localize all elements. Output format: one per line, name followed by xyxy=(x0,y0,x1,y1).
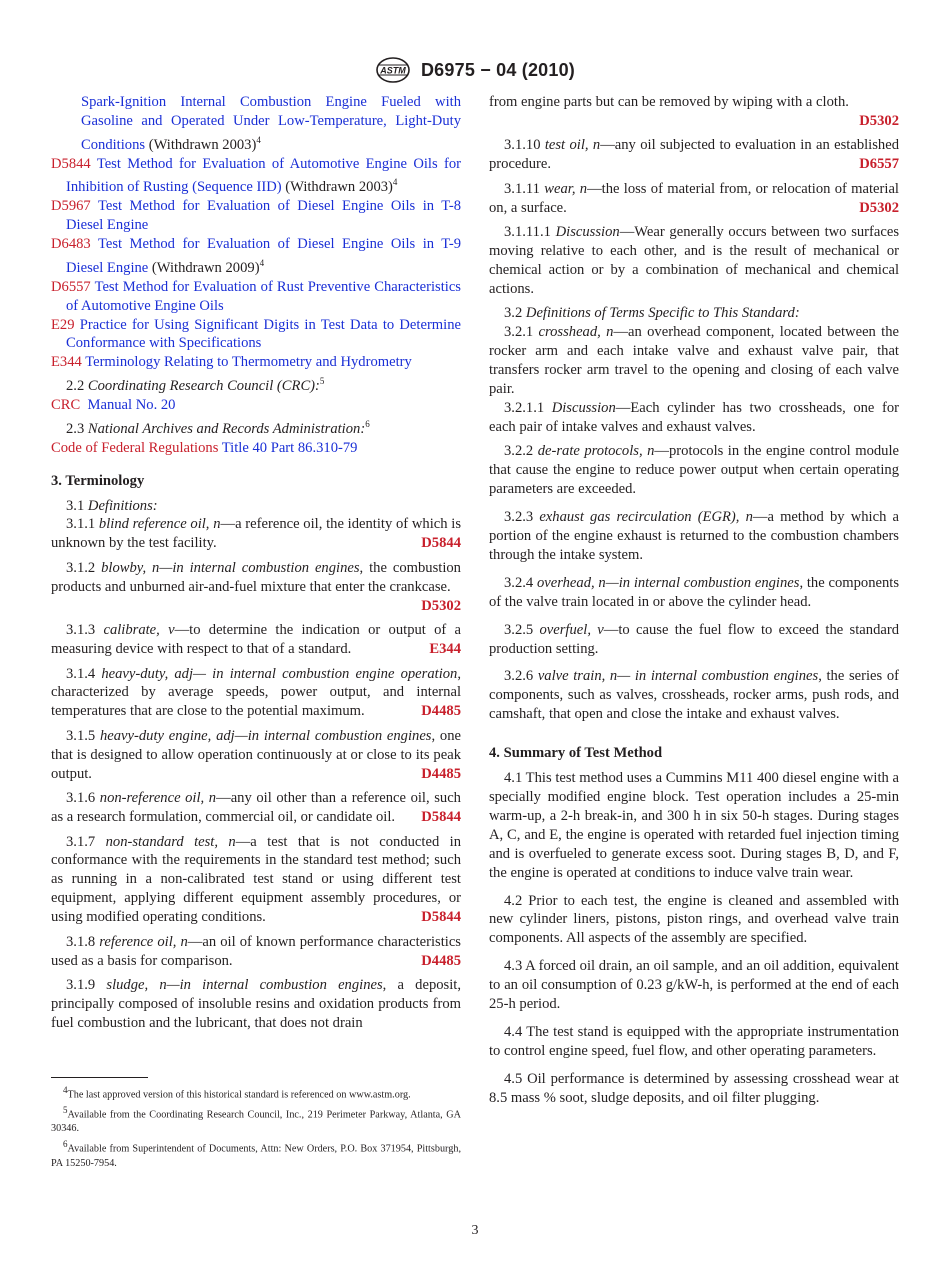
definition-term: non-reference oil, n xyxy=(99,790,217,807)
section-2-3: 2.3 National Archives and Records Administration:$^6$ xyxy=(66,418,370,437)
section-3-2: 3.2 Definitions of Terms Specific to This Standard: xyxy=(504,305,800,322)
definition-number: 3.1.8 xyxy=(66,933,96,950)
definition-item xyxy=(51,789,461,827)
definition-item xyxy=(489,508,899,565)
definition-term: non-standard test, n xyxy=(105,833,236,850)
footnote xyxy=(51,1137,461,1171)
reference-code[interactable]: E29 xyxy=(51,316,75,333)
definition-body: —to determine the indication or output of a measuring device with respect to that of a standard. xyxy=(51,622,462,658)
section-2-2: 2.2 Coordinating Research Council (CRC):$^5$ xyxy=(66,376,325,395)
reference-item xyxy=(51,278,461,316)
definition-body: —a method by which a portion of the engine exhaust is returned to the combustion chambers through the intake system. xyxy=(489,509,899,563)
reference-code[interactable]: D4485 xyxy=(421,765,461,782)
reference-item: Spark-Ignition Internal Combustion Engine Fueled with Gasoline and Operated Under Low-Temperature, Light-Duty Conditions (Withdrawn 2003)$^4$ xyxy=(81,94,461,153)
terminology-heading: 3. Terminology xyxy=(51,472,145,489)
definition-body: , the series of components, such as valves, crossheads, rocker arms, push rods, and camshaft, that open and close the intake and exhaust valves. xyxy=(489,668,899,723)
reference-code[interactable]: D5844 xyxy=(421,909,461,926)
definition-number: 3.1.7 xyxy=(66,833,96,850)
definition-item xyxy=(489,574,899,612)
definition-item xyxy=(489,621,899,659)
reference-item: D6483 Test Method for Evaluation of Diesel Engine Oils in T-9 Diesel Engine (Withdrawn 2009)$^4$ xyxy=(51,236,461,276)
definition-item xyxy=(51,727,461,784)
reference-title[interactable]: Test Method for Evaluation of Diesel Engine Oils in T-8 Diesel Engine xyxy=(66,198,461,234)
summary-paragraph: 4.5 Oil performance is determined by assessing crosshead wear at 8.5 mass % soot, sludge deposits, and oil filter plugging. xyxy=(489,1070,899,1106)
definitions-3-2-list xyxy=(489,442,899,724)
summary-paragraph: 4.1 This test method uses a Cummins M11 400 diesel engine with a specially modified engine block. Test operation includes a 25-min warm-up, a 2-h break-in, and 300 h in six 50-h stages. During stages A, C, and E, the engine is operated with retarded fuel injection timing and is overfueled to generate excess soot. During stages B, D, and F, the engine is operated at conditions to induce valve train wear. xyxy=(489,770,899,881)
definition-item xyxy=(51,665,461,722)
astm-logo-icon xyxy=(375,56,411,84)
definition-body: , one that is designed to allow operation continuously at or close to its peak output. xyxy=(51,727,461,782)
document-designation: D6975 − 04 (2010) xyxy=(420,59,575,80)
left-column xyxy=(51,93,461,1171)
definition-term: heavy-duty engine, adj—in internal combustion engines xyxy=(99,727,432,744)
reference-title[interactable]: Test Method for Evaluation of Automotive Engine Oils for Inhibition of Rusting (Sequence IID) xyxy=(66,155,461,196)
definition-term: wear, n xyxy=(544,180,588,197)
definition-item xyxy=(51,833,461,928)
definition-body: —any oil subjected to evaluation in an established procedure. xyxy=(489,137,899,173)
definition-term: valve train, n— in internal combustion engines xyxy=(537,668,819,685)
reference-title[interactable]: Practice for Using Significant Digits in Test Data to Determine Conformance with Specifications xyxy=(66,316,461,352)
definition-item xyxy=(489,180,899,218)
definition-3-1-9-continued: from engine parts but can be removed by wiping with a cloth. D5302 xyxy=(489,94,899,129)
reference-title[interactable]: Spark-Ignition Internal Combustion Engine Fueled with Gasoline and Operated Under Low-Temperature, Light-Duty Conditions xyxy=(81,94,461,153)
reference-code[interactable]: D5302 xyxy=(421,597,461,614)
definition-number: 3.2.2 xyxy=(504,443,534,460)
astm-logo-text: ASTM xyxy=(380,65,406,76)
reference-code[interactable]: D5844 xyxy=(51,155,91,172)
summary-paragraph: 4.4 The test stand is equipped with the appropriate instrumentation to control engine speed, fuel flow, and other operating parameters. xyxy=(489,1023,899,1059)
footnote-text: Available from the Coordinating Research Council, Inc., 219 Perimeter Parkway, Atlanta, GA 30346. xyxy=(51,1109,461,1135)
reference-code[interactable]: Code of Federal Regulations xyxy=(51,439,219,456)
reference-title[interactable]: Terminology Relating to Thermometry and Hydrometry xyxy=(85,354,412,371)
reference-code[interactable]: D5302 xyxy=(859,199,899,216)
definition-term: exhaust gas recirculation (EGR), n xyxy=(539,509,753,526)
reference-code[interactable]: D4485 xyxy=(421,952,461,969)
definition-number: 3.1.4 xyxy=(66,665,96,682)
footnote-text: Available from Superintendent of Documents, Attn: New Orders, P.O. Box 371954, Pittsburgh, PA 15250-7954. xyxy=(51,1143,461,1169)
definition-body: , characterized by average speeds, power output, and internal temperatures that are close to the potential maximum. xyxy=(51,665,461,720)
definition-number: 3.2.4 xyxy=(504,574,534,591)
definition-3-2-1: 3.2.1 crosshead, n—an overhead component, located between the rocker arm and each intake valve and exhaust valve pair, that transfers rocker arm travel to the opening and closing of each valve pair. xyxy=(489,324,899,398)
reference-item xyxy=(51,316,461,354)
definition-number: 3.2.3 xyxy=(504,509,534,526)
reference-title[interactable]: Test Method for Evaluation of Diesel Engine Oils in T-9 Diesel Engine xyxy=(66,236,461,276)
definition-item xyxy=(51,621,461,659)
definition-number: 3.1.3 xyxy=(66,622,96,639)
definitions-list xyxy=(51,515,461,970)
definition-body: —to cause the fuel flow to exceed the standard production setting. xyxy=(489,621,899,657)
definition-3-1-9: 3.1.9 sludge, n—in internal combustion engines, a deposit, principally composed of insoluble resins and oxidation products from fuel combustion and the lubricant, that does not drain xyxy=(51,977,461,1031)
definitions-list-continued xyxy=(489,136,899,217)
definition-term: overhead, n—in internal combustion engines xyxy=(536,574,800,591)
definition-number: 3.1.6 xyxy=(66,790,96,807)
reference-title[interactable]: Title 40 Part 86.310-79 xyxy=(221,439,358,456)
definition-number: 3.2.5 xyxy=(504,621,534,638)
footnote xyxy=(51,1083,461,1103)
definition-number: 3.1.1 xyxy=(66,516,96,533)
definition-term: reference oil, n xyxy=(99,933,188,950)
reference-item: D5844 Test Method for Evaluation of Automotive Engine Oils for Inhibition of Rusting (Sequence IID) (Withdrawn 2003)$^4$ xyxy=(51,155,461,196)
definition-body: —any oil other than a reference oil, such as a research formulation, commercial oil, or candidate oil. xyxy=(51,790,461,826)
definition-body: , the combustion products and unburned air-and-fuel mixture that enter the crankcase. xyxy=(51,559,461,595)
reference-code[interactable]: D5844 xyxy=(421,535,461,552)
page-header xyxy=(0,56,950,86)
reference-code[interactable]: D5967 xyxy=(51,198,91,215)
reference-item xyxy=(51,197,461,235)
discussion-3-2-1-1: 3.2.1.1 Discussion—Each cylinder has two crossheads, one for each pair of intake valves and exhaust valves. xyxy=(489,399,899,435)
reference-title[interactable]: Test Method for Evaluation of Rust Preventive Characteristics of Automotive Engine Oils xyxy=(66,278,461,314)
definition-body: —a reference oil, the identity of which is unknown by the test facility. xyxy=(51,516,461,552)
crc-reference xyxy=(51,396,461,415)
definition-number: 3.1.10 xyxy=(504,137,541,154)
reference-code[interactable]: E344 xyxy=(429,641,461,658)
definition-number: 3.1.2 xyxy=(66,559,96,576)
reference-list xyxy=(51,93,461,372)
definition-term: overfuel, v xyxy=(539,621,604,638)
definition-item xyxy=(489,442,899,499)
summary-paragraph: 4.3 A forced oil drain, an oil sample, and an oil addition, equivalent to an oil consumption of 0.23 g/kW-h, is performed at the end of each 25-h period. xyxy=(489,958,899,1013)
reference-code[interactable]: D4485 xyxy=(421,703,461,720)
reference-code[interactable]: D6557 xyxy=(859,156,899,173)
definition-term: heavy-duty, adj— in internal combustion engine operation xyxy=(101,665,458,682)
definition-item xyxy=(51,933,461,971)
definition-term: blowby, n—in internal combustion engines xyxy=(101,559,360,576)
reference-title[interactable]: Manual No. 20 xyxy=(87,397,176,414)
definition-term: test oil, n xyxy=(544,137,601,154)
definition-number: 3.2.6 xyxy=(504,668,534,685)
page-number: 3 xyxy=(471,1223,479,1238)
summary-paragraph: 4.2 Prior to each test, the engine is cleaned and assembled with new cylinder liners, pistons, piston rings, and overhead valve train components. All aspects of the assembly are specified. xyxy=(489,892,899,947)
definition-body: —protocols in the engine control module that cause the engine to reduce power output when certain operating parameters are exceeded. xyxy=(489,443,899,498)
footnote xyxy=(51,1103,461,1137)
reference-code[interactable]: D5844 xyxy=(421,809,461,826)
reference-code[interactable]: D5302 xyxy=(859,112,899,129)
definition-body: —a test that is not conducted in conformance with the requirements in the standard test method; such as running in a non-calibrated test stand or using different test equipment, applying different equipment assembly procedures, or using modified operating conditions. xyxy=(51,833,461,926)
footnote-marker: 6 xyxy=(63,1138,68,1149)
definition-body: —an oil of known performance characteristics used as a basis for comparison. xyxy=(51,933,461,969)
reference-code[interactable]: D6557 xyxy=(51,278,91,295)
definition-item xyxy=(51,515,461,553)
reference-code[interactable]: D6483 xyxy=(51,236,91,253)
definition-item xyxy=(489,667,899,724)
section-3-1: 3.1 Definitions: xyxy=(66,497,158,514)
footnotes xyxy=(51,1083,461,1171)
definition-term: calibrate, v xyxy=(103,622,175,639)
definition-number: 3.1.5 xyxy=(66,727,96,744)
right-column xyxy=(489,93,899,1117)
summary-list xyxy=(489,769,899,1108)
discussion-3-1-11-1: 3.1.11.1 Discussion—Wear generally occurs between two surfaces moving relative to each other, and is the result of mechanical or chemical action or by a combination of mechanical and chemical actions. xyxy=(489,224,900,297)
reference-item xyxy=(51,353,461,372)
definition-body: , the components of the valve train located in or above the cylinder head. xyxy=(489,574,899,610)
footnote-text: The last approved version of this historical standard is referenced on www.astm.org. xyxy=(67,1089,411,1101)
definition-item xyxy=(489,136,899,174)
summary-heading: 4. Summary of Test Method xyxy=(489,745,663,762)
definition-number: 3.1.11 xyxy=(504,180,540,197)
definition-term: de-rate protocols, n xyxy=(537,443,655,460)
footnote-marker: 5 xyxy=(63,1104,68,1115)
footnote-marker: 4 xyxy=(63,1084,68,1095)
footnote-divider xyxy=(51,1077,148,1078)
definition-item xyxy=(51,559,461,616)
cfr-reference xyxy=(51,439,461,458)
reference-code[interactable]: E344 xyxy=(51,354,82,371)
definition-term: blind reference oil, n xyxy=(98,516,221,533)
definition-body: —the loss of material from, or relocation of material on, a surface. xyxy=(489,180,899,216)
reference-code[interactable]: CRC xyxy=(51,397,81,414)
